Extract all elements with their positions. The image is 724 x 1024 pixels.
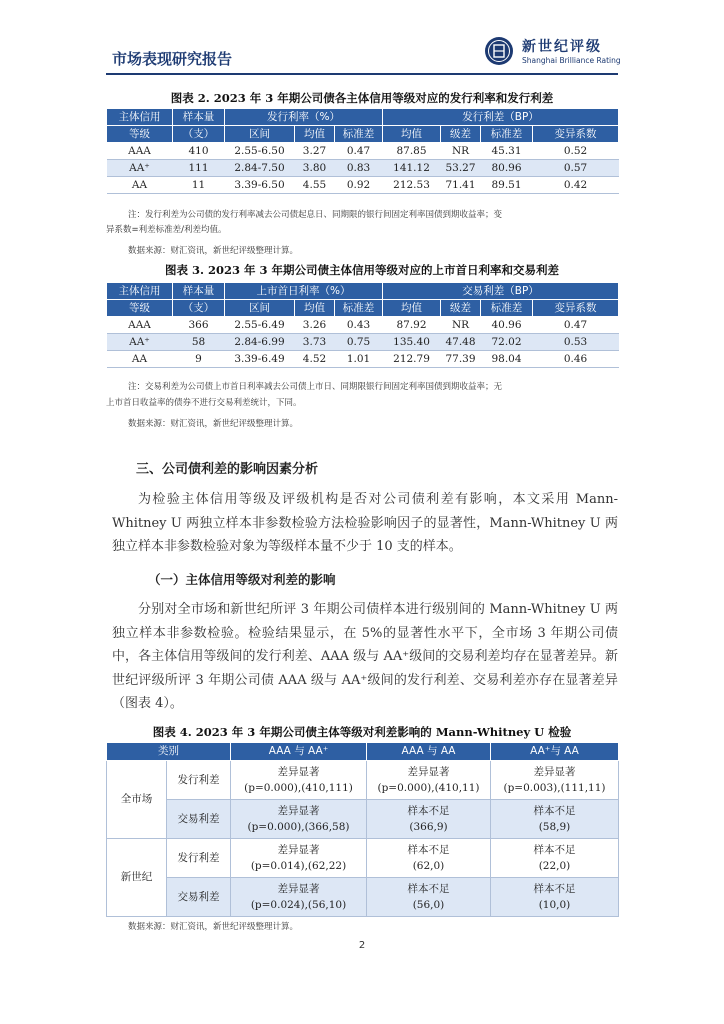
table-row bbox=[107, 334, 619, 351]
table2-note-2: 异系数=利差标准差/利差均值。 bbox=[106, 225, 227, 235]
table-row bbox=[107, 143, 619, 160]
cell: 0.47 bbox=[335, 143, 383, 160]
cell bbox=[491, 761, 619, 800]
t2-h2-cv: 变异系数 bbox=[533, 126, 619, 143]
cell-detail: (p=0.000),(366,58) bbox=[247, 821, 350, 833]
table-row bbox=[107, 800, 619, 839]
cell-detail: (22,0) bbox=[538, 860, 571, 872]
cell: 141.12 bbox=[383, 160, 441, 177]
logo-text-en: Shanghai Brilliance Rating bbox=[522, 56, 621, 65]
cell: 0.43 bbox=[335, 317, 383, 334]
cell: 89.51 bbox=[481, 177, 533, 194]
cell: AA bbox=[107, 351, 173, 368]
cell: 4.55 bbox=[295, 177, 335, 194]
cell bbox=[491, 878, 619, 917]
cell bbox=[367, 839, 491, 878]
table2 bbox=[106, 108, 619, 194]
logo-seal-icon bbox=[484, 36, 514, 66]
cell: 3.26 bbox=[295, 317, 335, 334]
cell-result: 样本不足 bbox=[407, 805, 450, 817]
cell-detail: (56,0) bbox=[412, 899, 445, 911]
table3 bbox=[106, 282, 619, 368]
group-label: 新世纪 bbox=[107, 839, 167, 917]
table2-note-1: 注：发行利差为公司债的发行利率减去公司债起息日、同期限的银行间固定利率国债到期收益率；变 bbox=[128, 210, 503, 220]
cell: 53.27 bbox=[441, 160, 481, 177]
t2-h2-std: 标准差 bbox=[335, 126, 383, 143]
cell: 2.84-6.99 bbox=[225, 334, 295, 351]
paragraph-1: 为检验主体信用等级及评级机构是否对公司债利差有影响，本文采用 Mann-Whitney U 两独立样本非参数检验方法检验影响因子的显著性，Mann-Whitney U 两独立样本非参数检验对象为等级样本量不少于 10 支的样本。 bbox=[112, 492, 618, 554]
table4-source: 数据来源：财汇资讯，新世纪评级整理计算。 bbox=[128, 922, 299, 932]
t2-h2-sstd: 标准差 bbox=[481, 126, 533, 143]
cell: 212.79 bbox=[383, 351, 441, 368]
t2-h-grade: 主体信用 bbox=[107, 109, 173, 126]
t2-h-rate: 发行利率（%） bbox=[225, 109, 383, 126]
cell bbox=[491, 839, 619, 878]
table-row bbox=[107, 351, 619, 368]
cell: 3.39-6.50 bbox=[225, 177, 295, 194]
table-row bbox=[107, 317, 619, 334]
cell: NR bbox=[441, 143, 481, 160]
t2-h2-grade: 等级 bbox=[107, 126, 173, 143]
cell: 3.73 bbox=[295, 334, 335, 351]
t2-h2-range: 区间 bbox=[225, 126, 295, 143]
cell: 0.92 bbox=[335, 177, 383, 194]
cell-detail: (58,9) bbox=[538, 821, 571, 833]
table-row bbox=[107, 160, 619, 177]
page-number: 2 bbox=[358, 940, 366, 951]
t2-h-spread: 发行利差（BP） bbox=[383, 109, 619, 126]
cell-detail: (p=0.014),(62,22) bbox=[250, 860, 347, 872]
t3-h-grade: 主体信用 bbox=[107, 283, 173, 300]
cell bbox=[367, 761, 491, 800]
cell: 80.96 bbox=[481, 160, 533, 177]
cell: AA bbox=[107, 177, 173, 194]
cell: 3.39-6.49 bbox=[225, 351, 295, 368]
cell-detail: (62,0) bbox=[412, 860, 445, 872]
cell-detail: (p=0.003),(111,11) bbox=[503, 782, 606, 794]
t3-h-rate: 上市首日利率（%） bbox=[225, 283, 383, 300]
spread-type: 发行利差 bbox=[167, 839, 231, 878]
cell: NR bbox=[441, 317, 481, 334]
cell: 1.01 bbox=[335, 351, 383, 368]
table-row bbox=[107, 761, 619, 800]
cell bbox=[231, 800, 367, 839]
table3-note-1: 注：交易利差为公司债上市首日利率减去公司债上市日、同期限银行间固定利率国债到期收益率；无 bbox=[128, 382, 503, 392]
cell: 0.75 bbox=[335, 334, 383, 351]
cell bbox=[491, 800, 619, 839]
cell: 111 bbox=[173, 160, 225, 177]
header-divider bbox=[106, 73, 618, 75]
cell bbox=[367, 800, 491, 839]
spread-type: 发行利差 bbox=[167, 761, 231, 800]
t3-h-spread: 交易利差（BP） bbox=[383, 283, 619, 300]
cell-result: 差异显著 bbox=[533, 766, 576, 778]
table-row bbox=[107, 878, 619, 917]
cell: 0.42 bbox=[533, 177, 619, 194]
t3-h2-grade: 等级 bbox=[107, 300, 173, 317]
cell: 98.04 bbox=[481, 351, 533, 368]
cell-result: 差异显著 bbox=[277, 844, 320, 856]
t3-h2-smean: 均值 bbox=[383, 300, 441, 317]
t2-h2-gap: 级差 bbox=[441, 126, 481, 143]
section-title: 三、公司债利差的影响因素分析 bbox=[136, 462, 319, 477]
cell: 9 bbox=[173, 351, 225, 368]
cell-result: 样本不足 bbox=[407, 844, 450, 856]
cell: 71.41 bbox=[441, 177, 481, 194]
spread-type: 交易利差 bbox=[167, 878, 231, 917]
cell-detail: (p=0.000),(410,11) bbox=[377, 782, 480, 794]
company-logo bbox=[484, 36, 624, 72]
t3-h2-count: （支） bbox=[173, 300, 225, 317]
cell: 366 bbox=[173, 317, 225, 334]
cell-detail: (p=0.024),(56,10) bbox=[250, 899, 347, 911]
cell: 410 bbox=[173, 143, 225, 160]
cell: 0.53 bbox=[533, 334, 619, 351]
cell-result: 样本不足 bbox=[407, 883, 450, 895]
cell: 0.46 bbox=[533, 351, 619, 368]
cell: 87.92 bbox=[383, 317, 441, 334]
cell: 0.52 bbox=[533, 143, 619, 160]
cell: 11 bbox=[173, 177, 225, 194]
cell-result: 样本不足 bbox=[533, 844, 576, 856]
t2-h2-smean: 均值 bbox=[383, 126, 441, 143]
report-title: 市场表现研究报告 bbox=[112, 50, 233, 68]
cell: AA⁺ bbox=[107, 160, 173, 177]
cell: 212.53 bbox=[383, 177, 441, 194]
cell: 87.85 bbox=[383, 143, 441, 160]
cell-result: 差异显著 bbox=[277, 805, 320, 817]
cell bbox=[367, 878, 491, 917]
table2-source: 数据来源：财汇资讯，新世纪评级整理计算。 bbox=[128, 246, 299, 256]
t2-h2-count: （支） bbox=[173, 126, 225, 143]
table-row bbox=[107, 177, 619, 194]
t3-h2-sstd: 标准差 bbox=[481, 300, 533, 317]
cell-result: 差异显著 bbox=[277, 883, 320, 895]
cell: 3.80 bbox=[295, 160, 335, 177]
cell: 47.48 bbox=[441, 334, 481, 351]
t3-h2-std: 标准差 bbox=[335, 300, 383, 317]
cell bbox=[231, 878, 367, 917]
group-label: 全市场 bbox=[107, 761, 167, 839]
t3-h-count: 样本量 bbox=[173, 283, 225, 300]
cell: 0.57 bbox=[533, 160, 619, 177]
table3-caption: 图表 3. 2023 年 3 年期公司债主体信用等级对应的上市首日利率和交易利差 bbox=[164, 263, 560, 277]
cell-result: 差异显著 bbox=[277, 766, 320, 778]
cell-result: 样本不足 bbox=[533, 883, 576, 895]
cell-result: 样本不足 bbox=[533, 805, 576, 817]
table3-source: 数据来源：财汇资讯，新世纪评级整理计算。 bbox=[128, 419, 299, 429]
cell: AAA bbox=[107, 317, 173, 334]
t4-h-c1: AAA 与 AA⁺ bbox=[231, 743, 367, 761]
cell: 77.39 bbox=[441, 351, 481, 368]
paragraph-2: 分别对全市场和新世纪所评 3 年期公司债样本进行级别间的 Mann-Whitney U 两独立样本非参数检验。检验结果显示，在 5%的显著性水平下，全市场 3 年期公司债中，各主体信用等级间的发行利差、AAA 级与 AA⁺级间的交易利差均存在显著差异。新世纪评级所评 3 年期公司债 AAA 级与 AA⁺级间的发行利差、交易利差亦存在显著差异（图表 4）。 bbox=[112, 602, 618, 711]
logo-text-cn: 新世纪评级 bbox=[522, 39, 602, 55]
cell: 2.55-6.50 bbox=[225, 143, 295, 160]
t3-h2-range: 区间 bbox=[225, 300, 295, 317]
table4 bbox=[106, 742, 619, 917]
cell: 45.31 bbox=[481, 143, 533, 160]
t3-h2-gap: 级差 bbox=[441, 300, 481, 317]
t4-h-category: 类别 bbox=[107, 743, 231, 761]
cell: 135.40 bbox=[383, 334, 441, 351]
cell: 2.55-6.49 bbox=[225, 317, 295, 334]
cell: AAA bbox=[107, 143, 173, 160]
cell: 4.52 bbox=[295, 351, 335, 368]
cell: 3.27 bbox=[295, 143, 335, 160]
t4-h-c3: AA⁺与 AA bbox=[491, 743, 619, 761]
t3-h2-mean: 均值 bbox=[295, 300, 335, 317]
cell: 2.84-7.50 bbox=[225, 160, 295, 177]
t2-h2-mean: 均值 bbox=[295, 126, 335, 143]
cell-detail: (366,9) bbox=[409, 821, 448, 833]
t4-h-c2: AAA 与 AA bbox=[367, 743, 491, 761]
t2-h-count: 样本量 bbox=[173, 109, 225, 126]
t3-h2-cv: 变异系数 bbox=[533, 300, 619, 317]
table4-caption: 图表 4. 2023 年 3 年期公司债主体等级对利差影响的 Mann-Whitney U 检验 bbox=[152, 725, 572, 739]
cell bbox=[231, 839, 367, 878]
table2-caption: 图表 2. 2023 年 3 年期公司债各主体信用等级对应的发行利率和发行利差 bbox=[170, 91, 554, 105]
table-row bbox=[107, 839, 619, 878]
cell: 0.47 bbox=[533, 317, 619, 334]
subsection-title: （一）主体信用等级对利差的影响 bbox=[148, 572, 336, 587]
spread-type: 交易利差 bbox=[167, 800, 231, 839]
cell-detail: (10,0) bbox=[538, 899, 571, 911]
cell: 58 bbox=[173, 334, 225, 351]
cell: 0.83 bbox=[335, 160, 383, 177]
cell bbox=[231, 761, 367, 800]
cell-detail: (p=0.000),(410,111) bbox=[244, 782, 353, 794]
cell: 40.96 bbox=[481, 317, 533, 334]
cell: 72.02 bbox=[481, 334, 533, 351]
cell-result: 差异显著 bbox=[407, 766, 450, 778]
cell: AA⁺ bbox=[107, 334, 173, 351]
table3-note-2: 上市首日收益率的债券不进行交易利差统计，下同。 bbox=[106, 398, 302, 408]
